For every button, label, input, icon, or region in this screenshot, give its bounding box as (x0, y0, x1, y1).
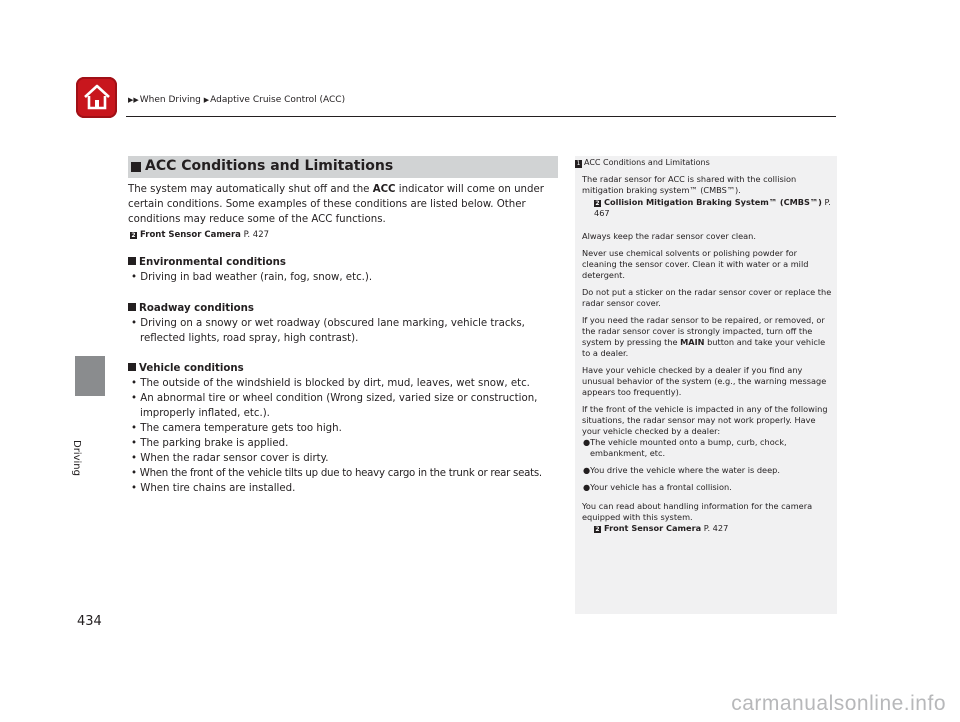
square-bullet-icon (128, 363, 136, 371)
reference-arrow-icon: 2 (595, 200, 600, 207)
sidebar-paragraph: You can read about handling information for the camera equipped with this system. (582, 501, 813, 522)
sidebar-paragraph: If the front of the vehicle is impacted in any of the following situations, the radar sensor may not work properly. Have your vehicle checked by a dealer: (582, 404, 828, 436)
intro-paragraph: The system may automatically shut off and the ACC indicator will come on under certain conditions. Some examples of these conditions are listed below. Other conditions may reduce some of the ACC functions. (128, 184, 544, 225)
list-item: • The outside of the windshield is blocked by dirt, mud, leaves, wet snow, etc. (131, 378, 530, 389)
chapter-tab[interactable] (75, 356, 105, 396)
chapter-label: Driving (71, 440, 82, 476)
sidebar-cross-reference[interactable]: 2 Collision Mitigation Braking System™ (CMBS™) P. 467 (594, 197, 831, 218)
sidebar-paragraph: The radar sensor for ACC is shared with the collision mitigation braking system™ (CMBS™). (582, 174, 797, 195)
square-bullet-icon (128, 257, 136, 265)
page-number: 434 (77, 614, 102, 629)
section-square-icon (131, 162, 141, 172)
list-item: • When the radar sensor cover is dirty. (131, 453, 329, 464)
main-content (128, 182, 568, 496)
sidebar-heading: 1 ACC Conditions and Limitations (576, 158, 710, 167)
home-button[interactable] (76, 77, 117, 118)
sidebar-paragraph: Do not put a sticker on the radar sensor cover or replace the radar sensor cover. (582, 287, 832, 308)
note-badge: 1 (576, 160, 581, 167)
sidebar-list-item: ●You drive the vehicle where the water is deep. (583, 465, 780, 475)
section-title: ACC Conditions and Limitations (145, 158, 394, 174)
watermark: carmanualsonline.info (731, 692, 946, 715)
group-title: Vehicle conditions (128, 361, 568, 376)
list-item: • The camera temperature gets too high. (131, 423, 342, 434)
sidebar-list-item: ●The vehicle mounted onto a bump, curb, chock, embankment, etc. (583, 437, 787, 458)
square-bullet-icon (128, 303, 136, 311)
sidebar-paragraph: Never use chemical solvents or polishing powder for cleaning the sensor cover. Clean it with water or a mild detergent. (582, 248, 809, 280)
sidebar-paragraph: Always keep the radar sensor cover clean. (582, 231, 756, 241)
group-title: Roadway conditions (128, 301, 568, 316)
list-item: • When tire chains are installed. (131, 483, 296, 494)
list-item: • An abnormal tire or wheel condition (Wrong sized, varied size or construction, improperly inflated, etc.). (131, 393, 538, 419)
sidebar-cross-reference[interactable]: 2 Front Sensor Camera P. 427 (595, 523, 729, 533)
breadcrumb: ▶▶When Driving ▶Adaptive Cruise Control (ACC) (128, 95, 346, 105)
list-item: • The parking brake is applied. (131, 438, 289, 449)
intro-cross-reference[interactable]: 2 Front Sensor Camera P. 427 (131, 230, 270, 240)
sidebar-note (575, 156, 837, 614)
breadcrumb-item[interactable]: When Driving (139, 95, 201, 105)
reference-arrow-icon: 2 (595, 526, 600, 533)
home-icon (83, 83, 111, 111)
sidebar-paragraph: If you need the radar sensor to be repaired, or removed, or the radar sensor cover is strongly impacted, turn off the system by pressing the MAIN button and take your vehicle to a dealer. (582, 315, 826, 358)
list-item: • When the front of the vehicle tilts up due to heavy cargo in the trunk or rear seats. (131, 468, 542, 479)
reference-arrow-icon: 2 (131, 232, 136, 239)
section-header (128, 156, 558, 178)
header-rule (126, 116, 836, 117)
sidebar-list-item: ●Your vehicle has a frontal collision. (583, 482, 732, 492)
group-title: Environmental conditions (128, 255, 568, 270)
breadcrumb-item[interactable]: Adaptive Cruise Control (ACC) (210, 95, 346, 105)
list-item: • Driving on a snowy or wet roadway (obscured lane marking, vehicle tracks, reflected lights, road spray, high contrast). (131, 318, 525, 344)
sidebar-paragraph: Have your vehicle checked by a dealer if you find any unusual behavior of the system (e.g., the warning message appears too frequently). (582, 365, 827, 397)
list-item: • Driving in bad weather (rain, fog, snow, etc.). (131, 272, 373, 283)
